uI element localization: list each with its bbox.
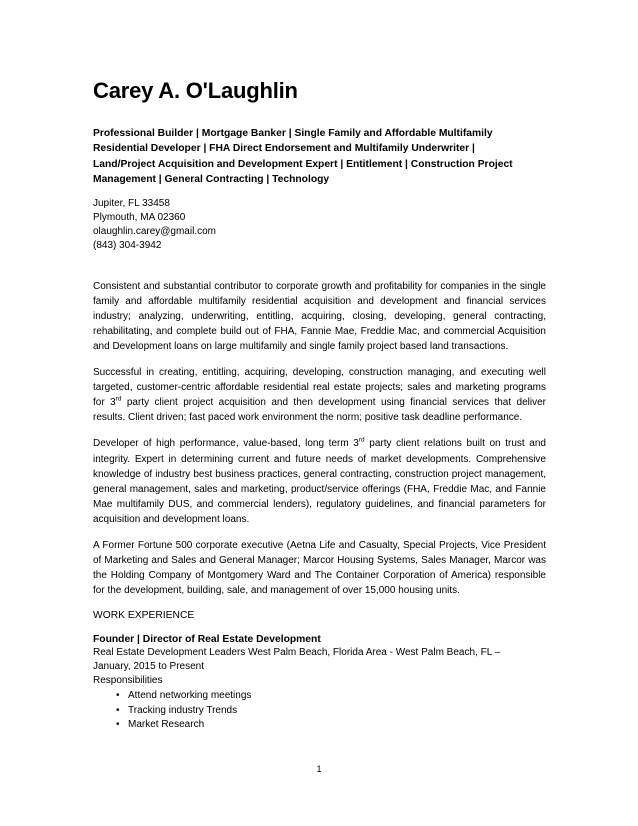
summary-text: Developer of high performance, value-based, long term 3 bbox=[93, 438, 359, 450]
bullet-icon: • bbox=[116, 719, 120, 731]
job-company: Real Estate Development Leaders West Palm Beach, Florida Area - West Palm Beach, FL – bbox=[93, 647, 501, 659]
page-number: 1 bbox=[316, 764, 322, 774]
job-entry bbox=[93, 633, 546, 733]
headline-line: Professional Builder | Mortgage Banker | Single Family and Affordable Multifamily bbox=[93, 128, 493, 139]
resume-content bbox=[93, 78, 546, 733]
candidate-name: Carey A. O'Laughlin bbox=[93, 78, 298, 103]
headline-line: Residential Developer | FHA Direct Endorsement and Multifamily Underwriter | bbox=[93, 143, 475, 155]
job-title: Founder | Director of Real Estate Development bbox=[93, 634, 321, 646]
summary-paragraph-2 bbox=[93, 365, 546, 425]
ordinal-suffix: rd bbox=[115, 395, 122, 403]
summary-text: party client relations built on trust and integrity. Expert in determining current and future needs of market developments. Comprehensive knowledge of industry best business practices, general contracting, construction project management, general management, sales and marketing, product/service offerings (FHA, Freddie Mac, and Fannie Mae multifamily DUS, and commercial lenders), regulatory guidelines, and financial parameters for acquisition and development loans. bbox=[93, 438, 546, 525]
bullet-icon: • bbox=[116, 704, 120, 716]
contact-phone: (843) 304-3942 bbox=[93, 239, 162, 251]
list-item-text: Market Research bbox=[128, 719, 205, 731]
contact-city: Jupiter, FL 33458 bbox=[93, 197, 170, 209]
list-item bbox=[93, 689, 546, 704]
responsibilities-label: Responsibilities bbox=[93, 675, 163, 687]
list-item-text: Tracking industry Trends bbox=[128, 704, 238, 716]
job-dates: January, 2015 to Present bbox=[93, 661, 204, 673]
contact-city-secondary: Plymouth, MA 02360 bbox=[93, 211, 186, 223]
bullet-icon: • bbox=[116, 690, 120, 702]
summary-text: party client project acquisition and then development using financial services that deliver results. Client driven; fast paced work environment the norm; positive task deadline performance. bbox=[93, 397, 547, 424]
contact-block bbox=[93, 197, 546, 253]
ordinal-suffix: rd bbox=[358, 437, 365, 445]
list-item bbox=[93, 718, 546, 733]
summary-text: Successful in creating, entitling, acquiring, developing, construction managing, and executing well targeted, customer-centric affordable residential real estate projects; sales and marketing programs for 3 bbox=[93, 367, 546, 409]
responsibilities-list bbox=[93, 689, 546, 733]
contact-email: olaughlin.carey@gmail.com bbox=[93, 225, 216, 237]
summary-paragraph-1: Consistent and substantial contributor to corporate growth and profitability for companies in the single family and affordable multifamily residential acquisition and development and financial services industry; analyzing, underwriting, entitling, acquiring, closing, developing, general contracting, rehabilitating, and complete build out of FHA, Fannie Mae, Freddie Mac, and commercial Acquisition and Development loans on large multifamily and single family project based land transactions. bbox=[93, 280, 546, 352]
headline-line: Land/Project Acquisition and Development Expert | Entitlement | Construction Project bbox=[93, 158, 513, 170]
professional-headline bbox=[93, 126, 546, 188]
work-experience-heading: WORK EXPERIENCE bbox=[93, 610, 195, 622]
list-item bbox=[93, 704, 546, 719]
summary-paragraph-4: A Former Fortune 500 corporate executive (Aetna Life and Casualty, Special Projects, Vice President of Marketing and Sales and General Manager; Marcor Housing Systems, Sales Manager, Marcor was the Holding Company of Montgomery Ward and The Container Corporation of America) responsible for the development, building, sale, and management of over 15,000 housing units. bbox=[93, 540, 546, 597]
headline-line: Management | General Contracting | Technology bbox=[93, 174, 330, 186]
list-item-text: Attend networking meetings bbox=[128, 690, 252, 702]
summary-paragraph-3 bbox=[93, 436, 546, 527]
